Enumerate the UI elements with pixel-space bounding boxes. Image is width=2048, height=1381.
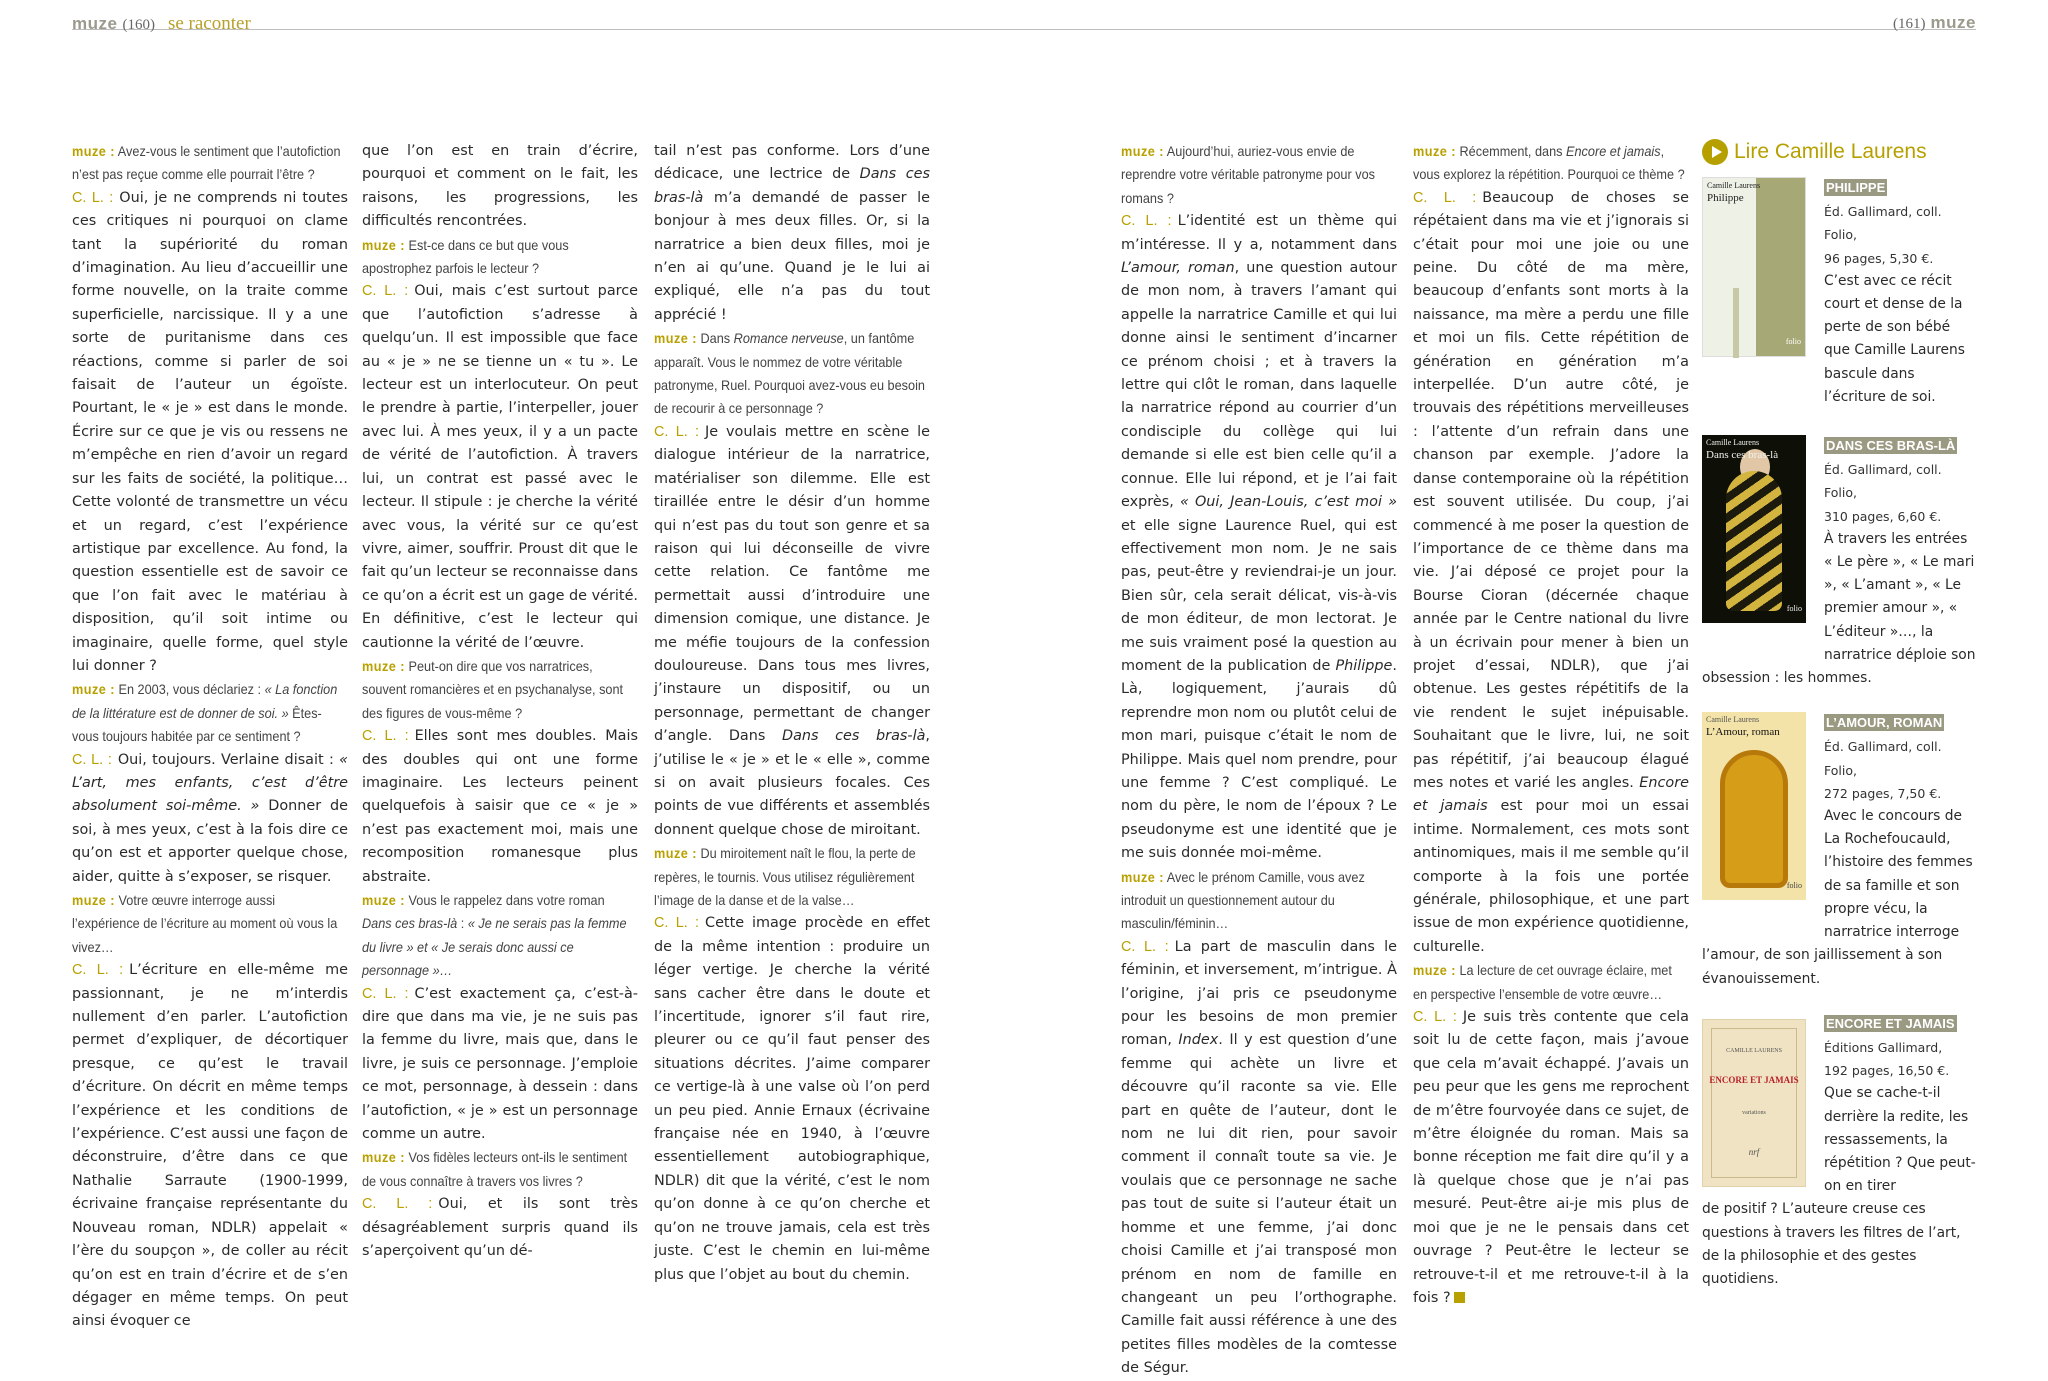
answer: [362, 280, 638, 655]
reading-list-sidebar: [1702, 137, 1976, 1287]
quote: « L’art, mes enfants, c’est d’être absolument soi-même. »: [72, 751, 348, 815]
muze-label: muze :: [1413, 963, 1456, 979]
answer-text: Oui, je ne comprends ni toutes ces critiques ni pourquoi on clame tant la supériorité du roman d’imagination. Au lieu d’accueillir une forme nouvelle, on la traite comme superficielle, narcissique. Il y a une sorte de puritanisme dans ces réactions, comme si parler de soi faisait de l’auteur un égoïste. Pourtant, le « je » est dans le monde. Écrire sur ce que je vis ou ressens ne m’empêche en rien d’avoir un regard sur les faits de société, la politique… Cette volonté de transmettre un vécu et un regard, c’est l’expérience artistique par excellence. Au fond, la question essentielle est de savoir ce que l’on fait avec le matériau à disposition, qu’il soit intime ou imaginaire, quelle forme, quel style lui donner ?: [72, 189, 348, 674]
question: [362, 889, 636, 983]
answer-text: Donner de soi, à mes yeux, c’est à la fois dire ce qu’on est et apporter quelque chose, aider, quitte à s’exposer, se risquer.: [72, 798, 348, 885]
book-entry-dans-ces-bras-la: [1702, 435, 1976, 667]
answer-text: . Il y est question d’une femme qui achète un livre et découvre qu’il raconte sa vie. Elle part en quête de l’auteur, dont le nom ne lui dit rien, pour savoir comment il connaît toute sa vie. Je voulais que ce personnage ne sache pas tout de suite si l’auteur était un homme et une femme, j’ai donc choisi Camille et j’ai transposé mon prénom en nom de famille en changeant un peu l’orthographe. Camille fait aussi référence à une des petites filles modèles de la comtesse de Ségur.: [1121, 1032, 1397, 1377]
answer-text: Je suis très contente que cela soit lu de cette façon, mais j’avoue que cela m’avait échappé. J’avais un peu peur que les gens me reprochent de m’être fourvoyée dans ce sujet, de m’être éloignée du roman. Mais sa bonne réception me fait dire qu’il y a là quelque chose que je n’ai pas mesuré. Peut-être ai-je mis plus de moi que je ne le pensais dans cet ouvrage ? Peut-être le lecteur se retrouve-t-il et me retrouve-t-il à la fois ?: [1413, 1009, 1689, 1306]
book-description-continued: l’amour, de son jaillissement à son évanouissement.: [1702, 947, 1943, 987]
answer: [654, 421, 930, 842]
cl-label: C. L. :: [362, 728, 409, 745]
muze-label: muze :: [362, 893, 405, 908]
cl-label: C. L. :: [1121, 213, 1172, 230]
quote: « Oui, Jean-Louis, c’est moi »: [1179, 494, 1398, 511]
answer: [1413, 1006, 1689, 1310]
page-number-right: (161): [1893, 16, 1926, 32]
cover-author: Camille Laurens: [1707, 181, 1761, 190]
book-entry-encore-et-jamais: [1702, 1013, 1976, 1199]
answer: [72, 749, 348, 889]
cl-label: C. L. :: [1121, 938, 1169, 955]
answer-text: Beaucoup de choses se répétaient dans ma vie et j’ignorais si c’était pour moi une joie ou une peine. Du côté de ma mère, beaucoup d’enfants sont morts à la naissance, ma mère a perdu une fille et moi un fils. Cette répétition de génération en génération m’a interpellée. D’un autre côté, je trouvais des répétitions merveilleuses : l’attente d’un refrain dans une chanson par exemple. J’adore la danse contemporaine où la répétition est souvent utilisée. Du coup, j’ai commencé à me poser la question de l’importance de ce thème dans ma vie. J’ai déposé ce projet pour la Bourse Cioran (décernée chaque année par le Centre national du livre à un écrivain pour mener à bien un projet d’essai, NDLR), que j’ai obtenue. Les gestes répétitifs de la vie rendent le sujet inépuisable. Souhaitant que le livre, lui, ne soit pas répétitif, j’ai beaucoup élagué mes notes et varié les angles.: [1413, 189, 1689, 791]
book-cover-philippe: [1702, 177, 1806, 357]
book-title: Index: [1178, 1032, 1219, 1049]
book-title: Encore et jamais: [1566, 144, 1661, 159]
quote: « La fonction de la littérature est de donner de soi. »: [72, 682, 338, 721]
play-arrow-icon: [1702, 139, 1728, 165]
answer: [654, 912, 930, 1287]
question-text: Récemment, dans: [1459, 144, 1567, 159]
answer-text: Elles sont mes doubles. Mais des doubles qui ont une forme imaginaire. Les lecteurs peinent quelquefois à saisir que ce « je » n’est pas exactement moi, mais une recomposition romanesque plus abstraite.: [362, 728, 638, 885]
answer-continued: [654, 140, 930, 327]
folio-left: [72, 13, 251, 35]
question: [1121, 866, 1395, 936]
question-text: Votre œuvre interroge aussi l’expérience de l’écriture au moment où vous la vivez…: [72, 893, 338, 955]
answer: [362, 1193, 638, 1263]
book-pages-price: 96 pages, 5,30 €.: [1824, 250, 1934, 266]
answer: [362, 983, 638, 1147]
book-title: L’amour, roman: [1121, 260, 1235, 277]
cover-publisher-mark: folio: [1786, 881, 1802, 891]
question: [1121, 140, 1395, 210]
answer-text: La part de masculin dans le féminin, et inversement, m’intrigue. À l’origine, j’ai pris ce pseudonyme pour les besoins de mon premier roman,: [1121, 938, 1397, 1049]
question: [72, 889, 346, 959]
book-title: Romance nerveuse: [733, 331, 844, 347]
question: [1413, 140, 1687, 187]
question: [72, 678, 346, 748]
book-title: Dans ces bras-là: [362, 916, 458, 932]
question-text: Avec le prénom Camille, vous avez introduit un questionnement autour du masculin/féminin…: [1121, 869, 1365, 932]
cover-title: L’Amour, roman: [1706, 726, 1780, 739]
question: [654, 842, 928, 912]
book-publisher: Éd. Gallimard, coll. Folio,: [1824, 739, 1942, 778]
question-text: Est-ce dans ce but que vous apostrophez parfois le lecteur ?: [362, 237, 569, 277]
book-cover-encore-et-jamais: [1702, 1019, 1806, 1187]
question: [72, 140, 346, 187]
cover-title: ENCORE ET JAMAIS: [1709, 1074, 1799, 1085]
answer-text: m’a demandé de passer le bonjour à mes deux filles. Or, si la narratrice a bien deux filles, moi je n’en ai qu’une. Quand je le lui ai expliqué, elle n’a pas du tout apprécié !: [654, 189, 930, 323]
book-description: C’est avec ce récit court et dense de la perte de son bébé que Camille Laurens bascule dans l’écriture de soi.: [1824, 272, 1965, 405]
muze-label: muze :: [72, 144, 115, 159]
question-text: La lecture de cet ouvrage éclaire, met en perspective l’ensemble de votre œuvre…: [1413, 963, 1672, 1002]
book-description: À travers les entrées « Le père », « Le mari », « L’amant », « Le premier amour », « L’éditeur »…, la narratrice déploie son: [1824, 530, 1976, 663]
cover-title: Dans ces bras-là: [1706, 449, 1779, 462]
answer-continued: que l’on est en train d’écrire, pourquoi et comment on le fait, les raisons, les progressions, les difficultés rencontrées.: [362, 143, 638, 230]
answer: [1121, 210, 1397, 865]
folio-right: [1893, 13, 1976, 33]
book-title: Encore et jamais: [1413, 774, 1689, 815]
sidebar-title: Lire Camille Laurens: [1734, 140, 1927, 164]
question-text: :: [457, 916, 468, 932]
answer-text: L’identité est un thème qui m’intéresse. Il y a, notamment dans: [1121, 213, 1397, 253]
cover-publisher-mark: nrf: [1748, 1146, 1760, 1157]
question: [1413, 959, 1687, 1006]
question: [362, 655, 636, 725]
book-cover-l-amour-roman: [1702, 712, 1806, 900]
question-text: Avez-vous le sentiment que l’autofiction n’est pas reçue comme elle pourrait l’être ?: [72, 144, 341, 183]
question-text: Vos fidèles lecteurs ont-ils le sentiment de vous connaître à travers vos livres ?: [362, 1150, 628, 1189]
cl-label: C. L. :: [72, 189, 114, 206]
article-column-3: [654, 140, 931, 1283]
book-title: L’AMOUR, ROMAN: [1826, 715, 1943, 731]
answer: [72, 959, 348, 1334]
question-text: Peut-on dire que vos narratrices, souvent romancières et en psychanalyse, sont des figures de vous-même ?: [362, 658, 624, 721]
cl-label: C. L. :: [72, 751, 112, 768]
book-cover-dans-ces-bras-la: [1702, 435, 1806, 623]
book-entry-philippe: [1702, 177, 1976, 409]
muze-label: muze :: [72, 893, 115, 908]
answer-text: Oui, et ils sont très désagréablement surpris quand ils s’aperçoivent qu’un dé-: [362, 1196, 639, 1260]
cl-label: C. L. :: [362, 283, 409, 300]
book-pages-price: 272 pages, 7,50 €.: [1824, 785, 1942, 801]
quote: « Je ne serais pas la femme du livre » et « Je serais donc aussi ce personnage »…: [362, 916, 627, 979]
cover-author: Camille Laurens: [1706, 438, 1760, 448]
cl-label: C. L. :: [362, 985, 409, 1002]
question-text: , un fantôme apparaît. Vous le nommez de votre véritable patronyme, Ruel. Pourquoi avez-vous eu besoin de recourir à ce personnage ?: [654, 331, 925, 417]
question: [362, 1146, 636, 1193]
answer-text: Oui, toujours. Verlaine disait :: [117, 751, 340, 768]
question: [654, 327, 928, 421]
book-description-continued: de positif ? L’auteure creuse ces questions à travers les filtres de l’art, de la philosophie et des gestes quotidiens.: [1702, 1201, 1961, 1287]
cl-label: C. L. :: [654, 915, 700, 932]
question: [362, 234, 636, 281]
answer-text: C’est exactement ça, c’est-à-dire que dans ma vie, je ne suis pas la femme du livre, mais que, dans le livre, je suis ce personnage. J’emploie ce mot, personnage, à dessein : dans l’autofiction, « je » est un personnage comme un autre.: [362, 985, 638, 1143]
answer-text: tail n’est pas conforme. Lors d’une dédicace, une lectrice de: [654, 143, 930, 183]
cover-title: Philippe: [1707, 192, 1744, 204]
muze-label: muze :: [654, 846, 697, 862]
article-column-5: [1413, 140, 1689, 1306]
muze-label: muze :: [362, 237, 405, 253]
answer-text: et elle signe Laurence Ruel, qui est effectivement mon nom. Je ne sais pas, peut-être y reviendrai-je un jour. Bien sûr, cela serait délicat, vis-à-vis de mon éditeur, de mon lectorat. Je me suis vraiment posé la question au moment de la publication de: [1121, 517, 1397, 674]
answer: [72, 187, 348, 679]
book-title: ENCORE ET JAMAIS: [1826, 1015, 1955, 1031]
book-pages-price: 192 pages, 16,50 €.: [1824, 1063, 1950, 1079]
article-column-4: [1121, 140, 1398, 1377]
book-description: Avec le concours de La Rochefoucauld, l’histoire des femmes de sa famille et son propre vécu, la narratrice interroge: [1824, 808, 1973, 941]
question-text: En 2003, vous déclariez :: [118, 682, 265, 698]
book-title: Dans ces bras-là: [782, 728, 926, 745]
question-text: , vous explorez la répétition. Pourquoi ce thème ?: [1413, 144, 1685, 183]
article-column-2: [362, 140, 639, 1260]
book-description-continued: obsession : les hommes.: [1702, 670, 1872, 687]
end-of-article-icon: [1454, 1292, 1465, 1303]
book-entry-l-amour-roman: [1702, 712, 1976, 944]
cl-label: C. L. :: [72, 962, 124, 979]
cover-author: Camille Laurens: [1706, 715, 1760, 725]
cl-label: C. L. :: [1413, 189, 1477, 206]
header-rule: [72, 29, 1976, 30]
answer-text: est pour moi un essai intime. Normalement, ces mots sont antinomiques, mais il me semble qu’il comporte à la fois une portée générale, philosophique, et une part issue de mon expérience quotidienne, culturelle.: [1413, 798, 1689, 955]
answer: [1121, 936, 1397, 1381]
magazine-brand-right: muze: [1930, 13, 1976, 32]
question-text: Vous le rappelez dans votre roman: [408, 893, 605, 908]
answer-text: L’écriture en elle-même me passionnant, je ne m’interdis nullement d’en parler. L’autofiction permet d’expliquer, de décortiquer presque, ce qu’est le travail d’écriture. On décrit en même temps l’expérience et les conditions de l’expérience. C’est aussi une façon de déconstruire, d’être dans ce que Nathalie Sarraute (1900-1999, écrivaine française représentante du Nouveau roman, NDLR) appelait « l’ère du soupçon », de coller au récit qu’on est en train d’écrire et de s’en dégager en même temps. On peut ainsi évoquer ce: [72, 962, 348, 1330]
answer-text: Je voulais mettre en scène le dialogue intérieur de la narratrice, matérialiser son dilemme. Elle est tiraillée entre le désir d’un homme qui n’est pas du tout son genre et sa raison qui lui déconseille de vivre cette relation. Ce fantôme me permettait aussi d’introduire une dimension comique, une distance. Je me méfie toujours de la confession douloureuse. Dans tous mes livres, j’instaure un dispositif, ou un personnage, permettant de changer d’angle. Dans: [654, 423, 931, 745]
cl-label: C. L. :: [654, 423, 700, 440]
answer: [1413, 187, 1689, 959]
book-title: Dans ces bras-là: [654, 166, 930, 206]
cover-publisher-mark: folio: [1785, 336, 1801, 346]
question-text: Du miroitement naît le flou, la perte de repères, le tournis. Vous utilisez régulièrement l’image de la danse et de la valse…: [654, 846, 916, 908]
answer-text: . Là, logiquement, j’aurais dû reprendre mon nom ou plutôt celui de mon mari, puisque c’était le nom de Philippe. Mais quel nom prendre, pour une femme ? C’est compliqué. Le nom du père, le nom de l’époux ? Le pseudonyme est une identité que je me suis donnée moi-même.: [1121, 657, 1397, 862]
book-title: DANS CES BRAS-LÀ: [1826, 438, 1956, 454]
cover-publisher-mark: folio: [1786, 603, 1802, 613]
question-text: Dans: [700, 331, 734, 347]
page-number-left: (160): [122, 17, 155, 33]
muze-label: muze :: [362, 658, 405, 674]
question-text: Êtes-vous toujours habitée par ce sentiment ?: [72, 705, 322, 745]
book-publisher: Éditions Gallimard,: [1824, 1039, 1943, 1055]
article-column-1: [72, 140, 348, 1330]
book-title: Philippe: [1335, 657, 1393, 674]
section-title: se raconter: [167, 13, 251, 34]
cover-subtitle: variations: [1742, 1109, 1766, 1116]
book-publisher: Éd. Gallimard, coll. Folio,: [1824, 204, 1942, 243]
question-text: Aujourd’hui, auriez-vous envie de reprendre votre véritable patronyme pour vos romans ?: [1121, 144, 1376, 206]
muze-label: muze :: [72, 682, 115, 698]
cl-label: C. L. :: [362, 1196, 433, 1213]
magazine-brand-left: muze: [72, 14, 118, 33]
cover-author: CAMILLE LAURENS: [1726, 1047, 1782, 1054]
book-description: Que se cache-t-il derrière la redite, les ressassements, la répétition ? Que peut-on en tirer: [1824, 1085, 1976, 1195]
answer-text: , j’utilise le « je » et le « elle », comme si on avait plusieurs focales. Ces points de vue différents et assemblés donnent quelque chose de miroitant.: [654, 728, 930, 838]
answer-text: , une question autour de mon nom, à travers l’amant qui appelle la narratrice Camille et qui lui donne ainsi le sentiment d’incarner ce prénom choisi ; et à travers la lettre qui clôt le roman, dans laquelle la narratrice répond au courrier d’un condisciple du collège qui lui demande si elle est bien celle qu’il a connue. Elle lui répond, et je l’ai fait exprès,: [1121, 260, 1397, 511]
answer: [362, 725, 638, 889]
muze-label: muze :: [654, 331, 697, 347]
muze-label: muze :: [1413, 144, 1456, 159]
cl-label: C. L. :: [1413, 1009, 1457, 1026]
book-publisher: Éd. Gallimard, coll. Folio,: [1824, 462, 1942, 501]
book-title: PHILIPPE: [1826, 180, 1886, 195]
answer-text: Cette image procède en effet de la même intention : produire un léger vertige. Je cherche la vérité sans cacher être dans le doute et l’incertitude, ignorer s’il faut rire, pleurer ou ce qu’il faut penser des situations décrites. J’aime comparer ce vertige-là à une valse où l’on perd un peu pied. Annie Ernaux (écrivaine française née en 1940, à l’œuvre essentiellement autobiographique, NDLR) dit que la vérité, c’est le nom qu’on donne à ce qu’on cherche et qu’on ne trouve jamais, cela est très juste. C’est le chemin en lui-même plus que l’objet au bout du chemin.: [654, 915, 930, 1283]
sidebar-header: [1702, 137, 1976, 167]
book-pages-price: 310 pages, 6,60 €.: [1824, 508, 1942, 524]
muze-label: muze :: [1121, 869, 1164, 885]
muze-label: muze :: [362, 1150, 405, 1166]
muze-label: muze :: [1121, 144, 1164, 159]
answer-text: Oui, mais c’est surtout parce que l’autofiction s’adresse à quelqu’un. Il est impossible que face au « je » ne se tienne un « tu ». Le lecteur est un interlocuteur. On peut le prendre à partie, l’interpeller, jouer avec lui. À mes yeux, il y a un pacte de vérité de l’autofiction. À travers lui, un contrat est passé avec le lecteur. Il stipule : je cherche la vérité avec vous, la vérité sur ce qu’est vivre, aimer, souffrir. Proust dit que le fait qu’un lecteur se reconnaisse dans ce qu’on a écrit est un gage de vérité. En définitive, c’est le lecteur qui cautionne la vérité de l’œuvre.: [362, 283, 639, 651]
